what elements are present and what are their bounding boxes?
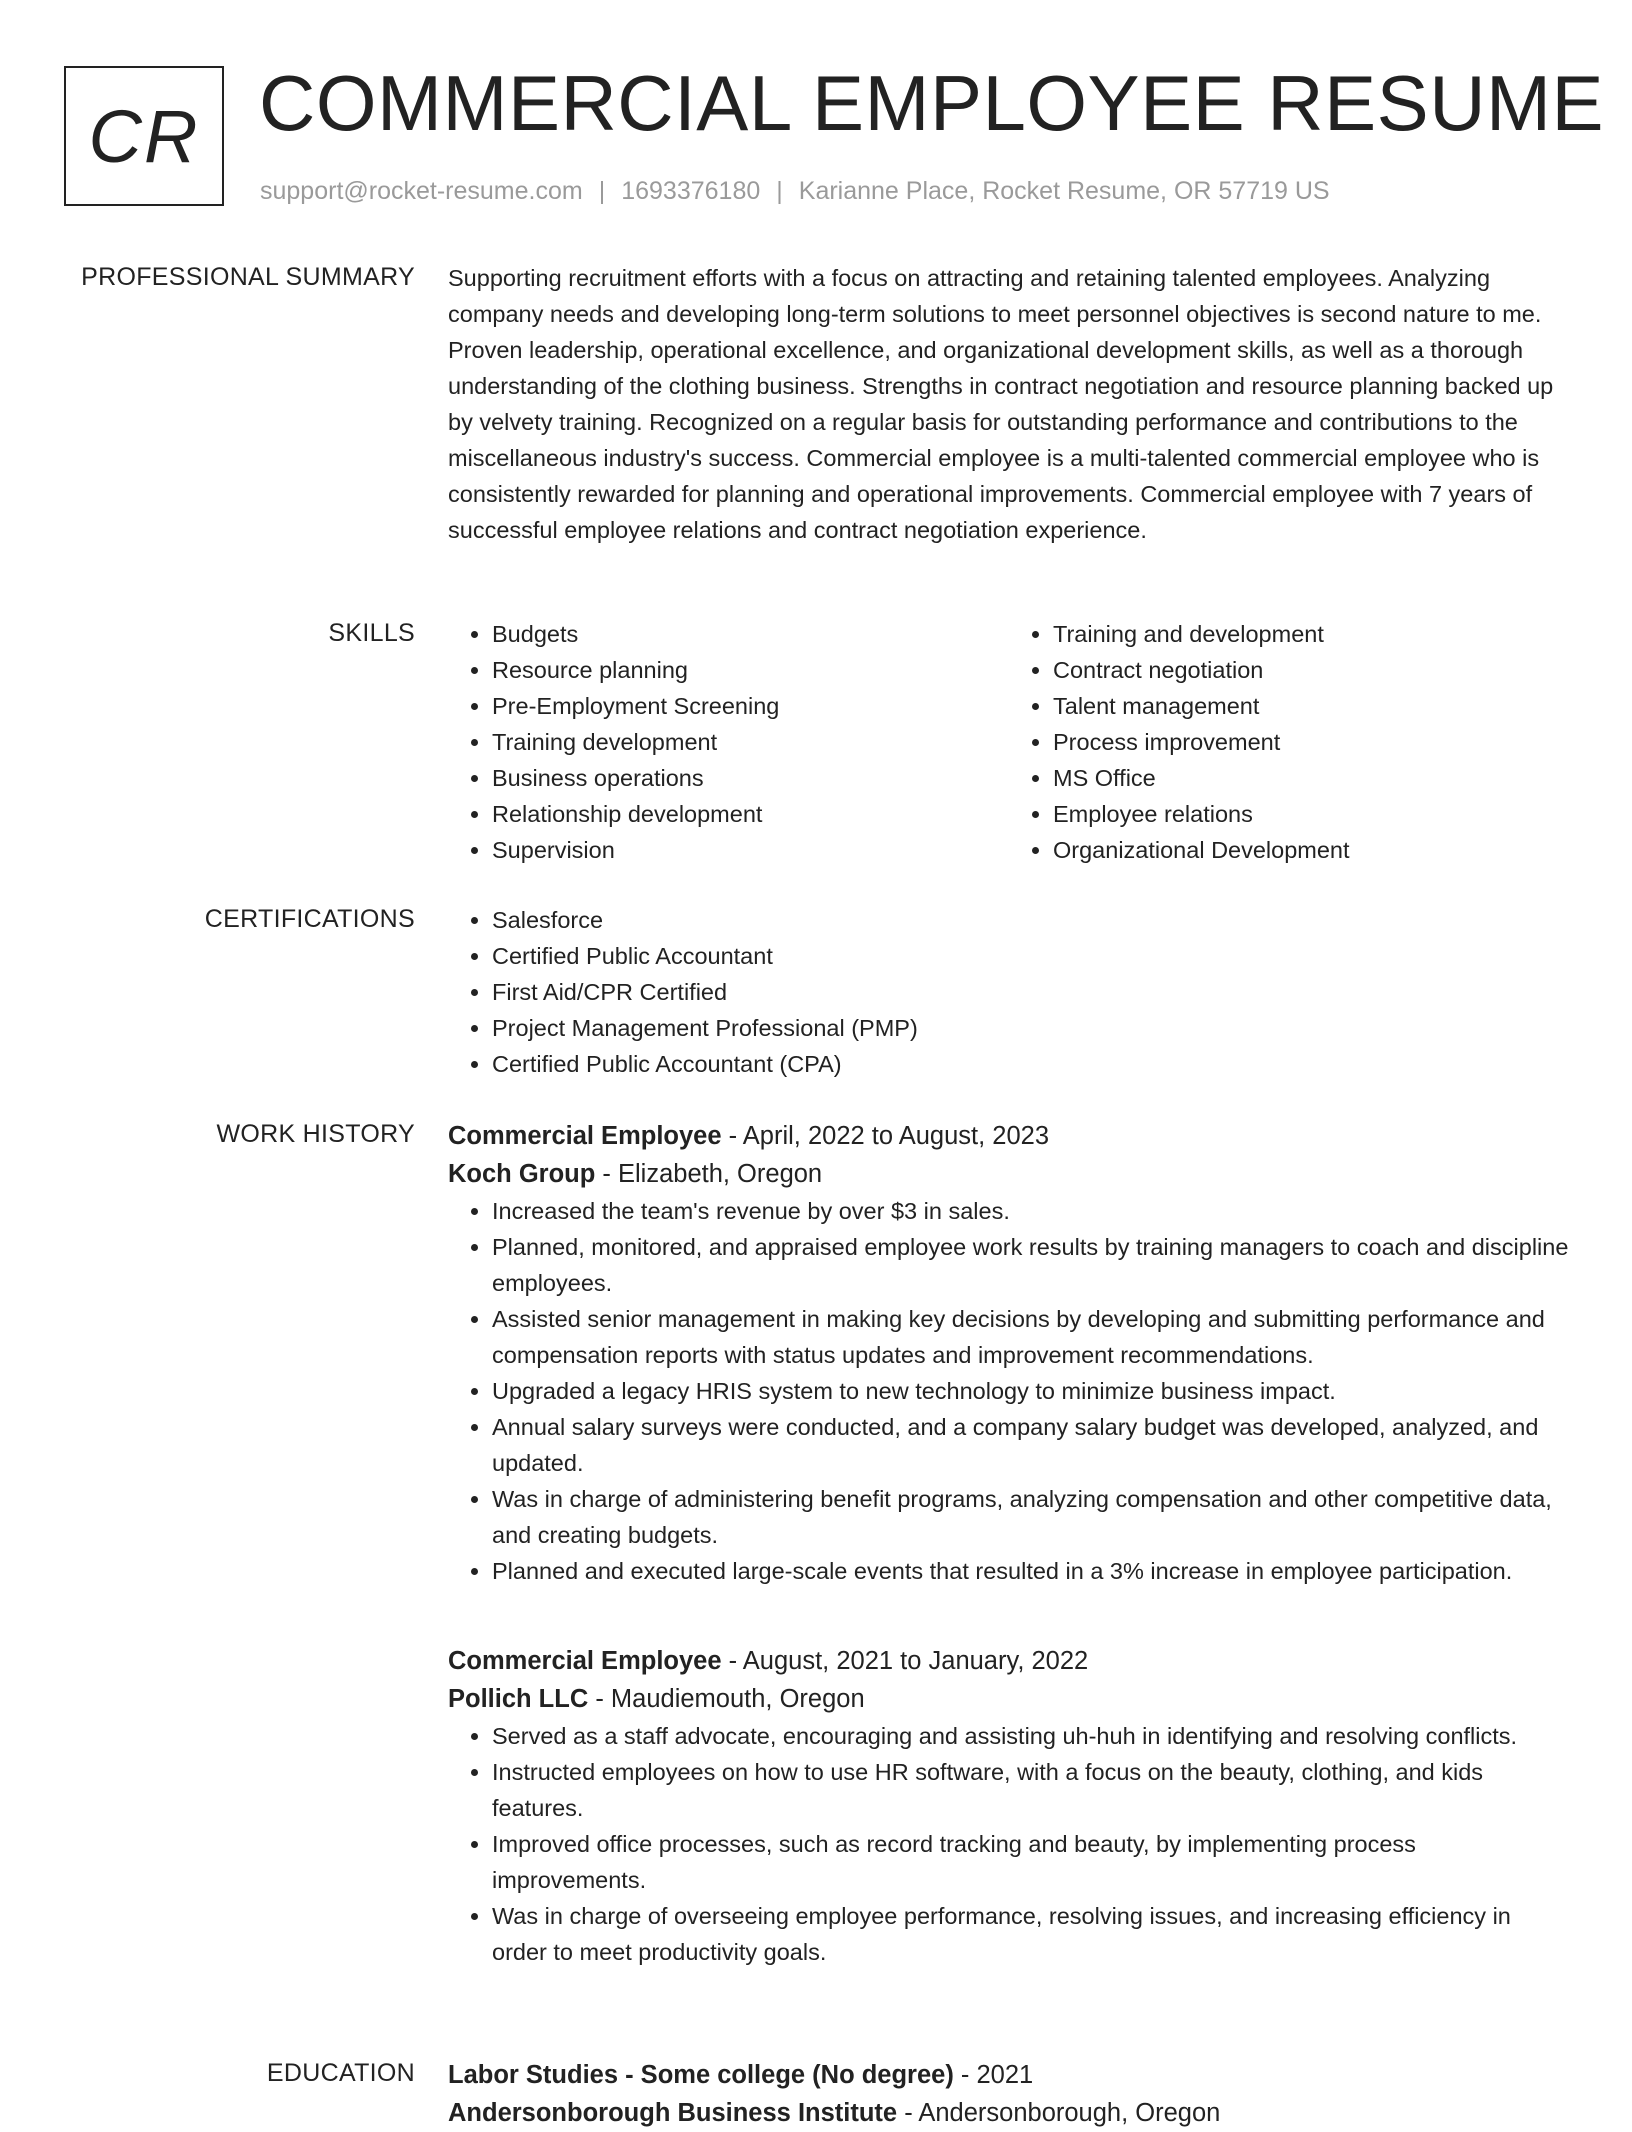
contact-address: Karianne Place, Rocket Resume, OR 57719 US [798,177,1330,205]
skill-item: • Talent management [1053,688,1570,724]
education-school: Andersonborough Business Institute [448,2099,898,2127]
job-role: Commercial Employee [448,1647,722,1675]
job-title-line [448,1642,1570,1680]
certification-item: • Project Management Professional (PMP) [492,1010,1570,1046]
education-year: - 2021 [953,2061,1034,2089]
job-duty: • Planned, monitored, and appraised employee work results by training managers to coach and discipline employees. [492,1229,1570,1301]
monogram-badge: CR [64,66,224,206]
job-duty: • Instructed employees on how to use HR software, with a focus on the beauty, clothing, and kids features. [492,1754,1570,1826]
contact-separator: | [776,177,783,205]
skill-item: • Process improvement [1053,724,1570,760]
certifications-heading: CERTIFICATIONS [204,905,415,933]
job-dates: - August, 2021 to January, 2022 [721,1647,1089,1675]
summary-heading: PROFESSIONAL SUMMARY [81,263,415,291]
job-duty: • Assisted senior management in making key decisions by developing and submitting performance and compensation reports with status updates and improvement recommendations. [492,1301,1570,1373]
skill-item: • Business operations [492,760,1009,796]
certification-item: • First Aid/CPR Certified [492,974,1570,1010]
job-entry [448,1117,1570,1589]
education-location: - Andersonborough, Oregon [897,2099,1221,2127]
job-role: Commercial Employee [448,1122,722,1150]
job-location: - Maudiemouth, Oregon [588,1685,865,1713]
job-location: - Elizabeth, Oregon [595,1160,823,1188]
skill-item: • Supervision [492,832,1009,868]
job-duty: • Was in charge of administering benefit programs, analyzing compensation and other competitive data, and creating budgets. [492,1481,1570,1553]
summary-text: Supporting recruitment efforts with a focus on attracting and retaining talented employees. Analyzing company needs and developing long-term solutions to meet personnel objectives is second nature to me. Proven leadership, operational excellence, and organizational development skills, as well as a thorough understanding of the clothing business. Strengths in contract negotiation and resource planning backed up by velvety training. Recognized on a regular basis for outstanding performance and contributions to the miscellaneous industry's success. Commercial employee is a multi-talented commercial employee who is consistently rewarded for planning and operational improvements. Commercial employee with 7 years of successful employee relations and contract negotiation experience. [448,265,1554,543]
skill-item: • Employee relations [1053,796,1570,832]
job-company-line [448,1155,1570,1193]
job-duty: • Increased the team's revenue by over $3 in sales. [492,1193,1570,1229]
job-company: Koch Group [448,1160,596,1188]
skills-list-left [448,616,1009,868]
education-degree: Labor Studies - Some college (No degree) [448,2061,954,2089]
skill-item: • Training and development [1053,616,1570,652]
skill-item: • Organizational Development [1053,832,1570,868]
contact-email: support@rocket-resume.com [260,177,583,205]
education-degree-line [448,2056,1570,2094]
skills-list-right [1009,616,1570,868]
contact-line [260,174,1330,208]
job-duty: • Planned and executed large-scale events that resulted in a 3% increase in employee participation. [492,1553,1570,1589]
contact-separator: | [598,177,606,205]
certification-item: • Certified Public Accountant [492,938,1570,974]
skill-item: • Resource planning [492,652,1009,688]
job-entry [448,1642,1570,1970]
skill-item: • Contract negotiation [1053,652,1570,688]
education-heading: EDUCATION [266,2059,415,2087]
job-duties-list [448,1193,1570,1589]
job-company-line [448,1680,1570,1718]
job-duties-list [448,1718,1570,1970]
certifications-list [448,902,1570,1082]
job-duty: • Improved office processes, such as record tracking and beauty, by implementing process improvements. [492,1826,1570,1898]
skill-item: • Budgets [492,616,1009,652]
work-history-heading: WORK HISTORY [216,1120,415,1148]
job-company: Pollich LLC [448,1685,589,1713]
skill-item: • MS Office [1053,760,1570,796]
certification-item: • Salesforce [492,902,1570,938]
job-duty: • Was in charge of overseeing employee performance, resolving issues, and increasing efficiency in order to meet productivity goals. [492,1898,1570,1970]
contact-phone: 1693376180 [621,177,761,205]
skill-item: • Pre-Employment Screening [492,688,1009,724]
page-title: COMMERCIAL EMPLOYEE RESUME [259,59,1605,147]
education-school-line [448,2094,1570,2132]
skill-item: • Relationship development [492,796,1009,832]
job-duty: • Served as a staff advocate, encouraging and assisting uh-huh in identifying and resolving conflicts. [492,1718,1570,1754]
job-duty: • Annual salary surveys were conducted, and a company salary budget was developed, analyzed, and updated. [492,1409,1570,1481]
job-duty: • Upgraded a legacy HRIS system to new technology to minimize business impact. [492,1373,1570,1409]
job-dates: - April, 2022 to August, 2023 [721,1122,1050,1150]
skills-heading: SKILLS [328,619,415,647]
job-title-line [448,1117,1570,1155]
skill-item: • Training development [492,724,1009,760]
certification-item: • Certified Public Accountant (CPA) [492,1046,1570,1082]
